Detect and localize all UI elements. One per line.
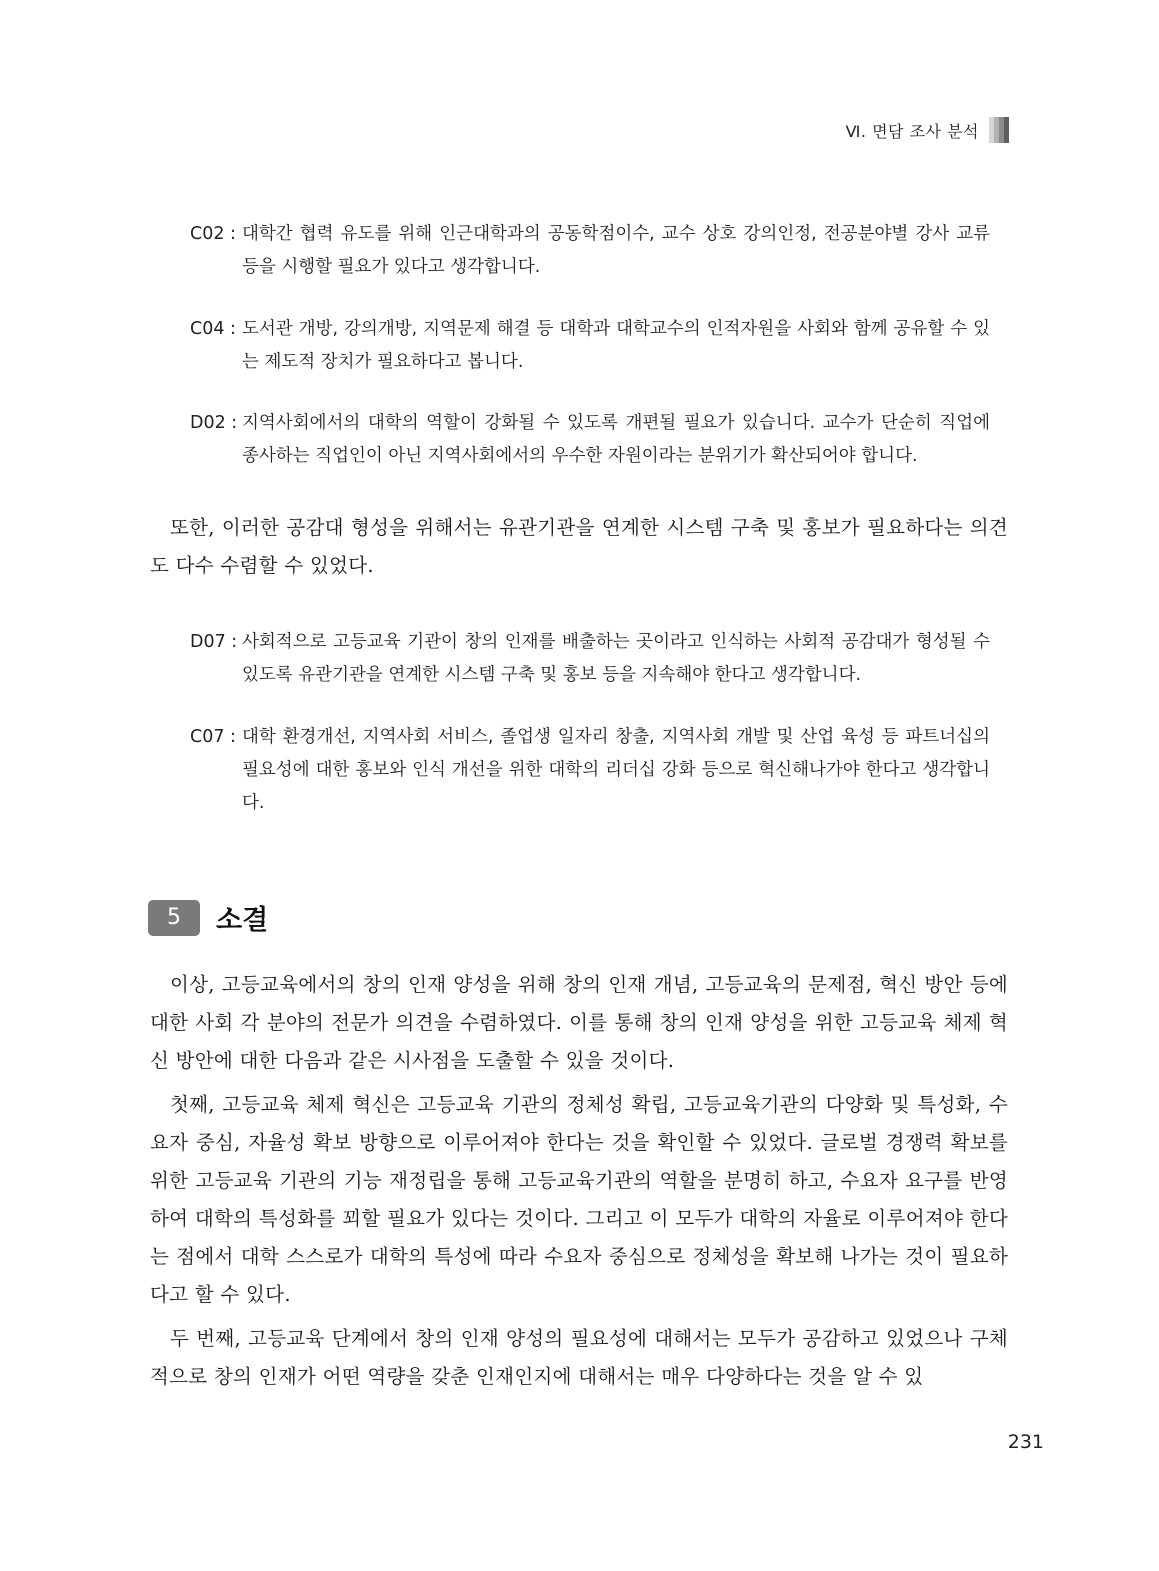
section-heading (148, 898, 268, 937)
quote-c02 (190, 218, 990, 284)
quote-text: 대학 환경개선, 지역사회 서비스, 졸업생 일자리 창출, 지역사회 개발 및 산업 육성 등 파트너십의 필요성에 대한 홍보와 인식 개선을 위한 대학의 리더십 강화 등으로 혁신해나가야 한다고 생각합니다. (242, 727, 990, 813)
quote-code: D02 : (190, 413, 238, 433)
section-title: 소결 (216, 905, 269, 936)
quote-c07 (190, 721, 990, 820)
quote-code: C04 : (190, 319, 236, 339)
running-header-title: Ⅵ. 면담 조사 분석 (845, 121, 979, 141)
body-paragraph: 첫째, 고등교육 체제 혁신은 고등교육 기관의 정체성 확립, 고등교육기관의 다양화 및 특성화, 수요자 중심, 자율성 확보 방향으로 이루어져야 한다는 것을 확인할 수 있었다. 글로벌 경쟁력 확보를 위한 고등교육 기관의 기능 재정립을 통해 고등교육기관의 역할을 분명히 하고, 수요자 요구를 반영하여 대학의 특성화를 꾀할 필요가 있다는 것이다. 그리고 이 모두가 대학의 자율로 이루어져야 한다는 점에서 대학 스스로가 대학의 특성에 따라 수요자 중심으로 정체성을 확보해 나가는 것이 필요하다고 할 수 있다. (150, 1093, 1008, 1306)
quote-text: 지역사회에서의 대학의 역할이 강화될 수 있도록 개편될 필요가 있습니다. 교수가 단순히 직업에 종사하는 직업인이 아닌 지역사회에서의 우수한 자원이라는 분위기가 확산되어야 합니다. (242, 413, 990, 466)
quote-text: 사회적으로 고등교육 기관이 창의 인재를 배출하는 곳이라고 인식하는 사회적 공감대가 형성될 수 있도록 유관기관을 연계한 시스템 구축 및 홍보 등을 지속해야 한다고 생각합니다. (242, 632, 990, 685)
body-paragraph: 두 번째, 고등교육 단계에서 창의 인재 양성의 필요성에 대해서는 모두가 공감하고 있었으나 구체적으로 창의 인재가 어떤 역량을 갖춘 인재인지에 대해서는 매우 다양하다는 것을 알 수 있 (150, 1327, 1008, 1388)
quote-text: 대학간 협력 유도를 위해 인근대학과의 공동학점이수, 교수 상호 강의인정, 전공분야별 강사 교류 등을 시행할 필요가 있다고 생각합니다. (242, 224, 990, 277)
quote-d02 (190, 407, 990, 473)
quote-d07 (190, 626, 990, 692)
page-number: 231 (1007, 1431, 1044, 1453)
section-number-badge: 5 (148, 900, 200, 936)
quote-text: 도서관 개방, 강의개방, 지역문제 해결 등 대학과 대학교수의 인적자원을 사회와 함께 공유할 수 있는 제도적 장치가 필요하다고 봅니다. (242, 319, 990, 372)
header-bar-decoration (989, 117, 1009, 143)
running-header (846, 117, 1009, 143)
body-paragraph: 이상, 고등교육에서의 창의 인재 양성을 위해 창의 인재 개념, 고등교육의 문제점, 혁신 방안 등에 대한 사회 각 분야의 전문가 의견을 수렴하였다. 이를 통해 창의 인재 양성을 위한 고등교육 체제 혁신 방안에 대한 다음과 같은 시사점을 도출할 수 있을 것이다. (150, 973, 1008, 1072)
body-paragraph: 또한, 이러한 공감대 형성을 위해서는 유관기관을 연계한 시스템 구축 및 홍보가 필요하다는 의견도 다수 수렴할 수 있었다. (150, 516, 1008, 577)
quote-code: D07 : (190, 632, 238, 652)
quote-code: C02 : (190, 224, 236, 244)
quote-c04 (190, 313, 990, 379)
quote-code: C07 : (190, 727, 236, 747)
header-bar (1004, 117, 1009, 143)
